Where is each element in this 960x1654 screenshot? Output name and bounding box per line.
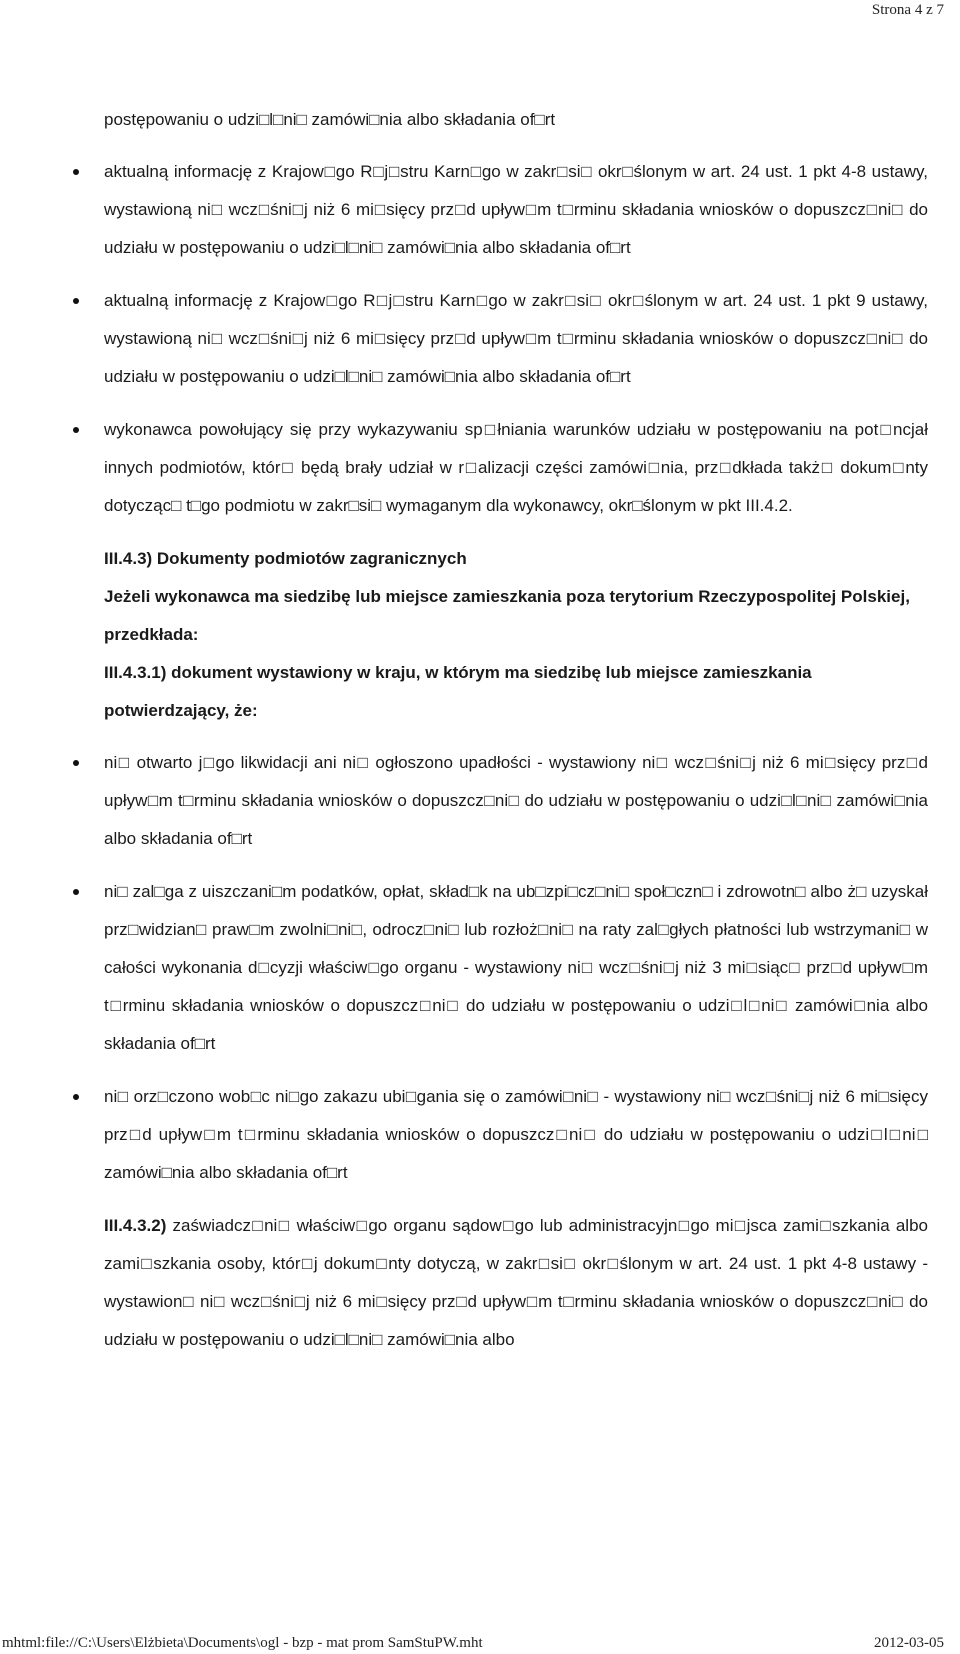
list-item: ni□ orz□czono wob□c ni□go zakazu ubi□gania się o zamówi□ni□ - wystawiony ni□ wcz□śni□j niż 6 mi□sięcy prz□d upływ□m t□rminu składania wniosków o dopuszcz□ni□ do udziału w postępowaniu o udzi□l□ni□ zamówi□nia albo składania of□rt bbox=[104, 1078, 928, 1192]
page-number: Strona 4 z 7 bbox=[871, 2, 944, 18]
section-heading: III.4.3) Dokumenty podmiotów zagranicznych bbox=[104, 549, 467, 568]
document-body bbox=[104, 101, 928, 1359]
subsection-text: zaświadcz□ni□ właściw□go organu sądow□go lub administracyjn□go mi□jsca zami□szkania albo zami□szkania osoby, któr□j dokum□nty dotyczą, w zakr□si□ okr□ślonym w art. 24 ust. 1 pkt 4-8 ustawy - wystawion□ ni□ wcz□śni□j niż 6 mi□sięcy prz□d upływ□m t□rminu składania wniosków o dopuszcz□ni□ do udziału w postępowaniu o udzi□l□ni□ zamówi□nia albo bbox=[104, 1216, 928, 1349]
section-subtitle: Jeżeli wykonawca ma siedzibę lub miejsce zamieszkania poza terytorium Rzeczypospolitej Polskiej, przedkłada: bbox=[104, 587, 910, 644]
list-item: wykonawca powołujący się przy wykazywaniu sp□łniania warunków udziału w postępowaniu na pot□ncjał innych podmiotów, któr□ będą brały udział w r□alizacji części zamówi□nia, prz□dkłada takż□ dokum□nty dotycząc□ t□go podmiotu w zakr□si□ wymaganym dla wykonawcy, okr□ślonym w pkt III.4.2. bbox=[104, 411, 928, 525]
requirements-list-a bbox=[104, 153, 928, 525]
list-item: aktualną informację z Krajow□go R□j□stru Karn□go w zakr□si□ okr□ślonym w art. 24 ust. 1 pkt 4-8 ustawy, wystawioną ni□ wcz□śni□j niż 6 mi□sięcy prz□d upływ□m t□rminu składania wniosków o dopuszcz□ni□ do udziału w postępowaniu o udzi□l□ni□ zamówi□nia albo składania of□rt bbox=[104, 153, 928, 267]
subsection-number: III.4.3.2) bbox=[104, 1216, 167, 1235]
footer-path: mhtml:file://C:\Users\Elżbieta\Documents\ogl - bzp - mat prom SamStuPW.mht bbox=[2, 1635, 483, 1651]
list-item: aktualną informację z Krajow□go R□j□stru Karn□go w zakr□si□ okr□ślonym w art. 24 ust. 1 pkt 9 ustawy, wystawioną ni□ wcz□śni□j niż 6 mi□sięcy prz□d upływ□m t□rminu składania wniosków o dopuszcz□ni□ do udziału w postępowaniu o udzi□l□ni□ zamówi□nia albo składania of□rt bbox=[104, 282, 928, 396]
subsection-item-2 bbox=[104, 1207, 928, 1359]
subsection-heading: III.4.3.1) dokument wystawiony w kraju, w którym ma siedzibę lub miejsce zamieszkania potwierdzający, że: bbox=[104, 663, 812, 720]
footer-date: 2012-03-05 bbox=[874, 1635, 944, 1651]
intro-fragment: postępowaniu o udzi□l□ni□ zamówi□nia albo składania of□rt bbox=[104, 110, 556, 129]
requirements-list-b bbox=[104, 744, 928, 1192]
list-item: ni□ otwarto j□go likwidacji ani ni□ ogłoszono upadłości - wystawiony ni□ wcz□śni□j niż 6 mi□sięcy prz□d upływ□m t□rminu składania wniosków o dopuszcz□ni□ do udziału w postępowaniu o udzi□l□ni□ zamówi□nia albo składania of□rt bbox=[104, 744, 928, 858]
list-item: ni□ zal□ga z uiszczani□m podatków, opłat, skład□k na ub□zpi□cz□ni□ społ□czn□ i zdrowotn□ albo ż□ uzyskał prz□widzian□ praw□m zwolni□ni□, odrocz□ni□ lub rozłoż□ni□ na raty zal□głych płatności lub wstrzymani□ w całości wykonania d□cyzji właściw□go organu - wystawiony ni□ wcz□śni□j niż 3 mi□siąc□ prz□d upływ□m t□rminu składania wniosków o dopuszcz□ni□ do udziału w postępowaniu o udzi□l□ni□ zamówi□nia albo składania of□rt bbox=[104, 873, 928, 1063]
